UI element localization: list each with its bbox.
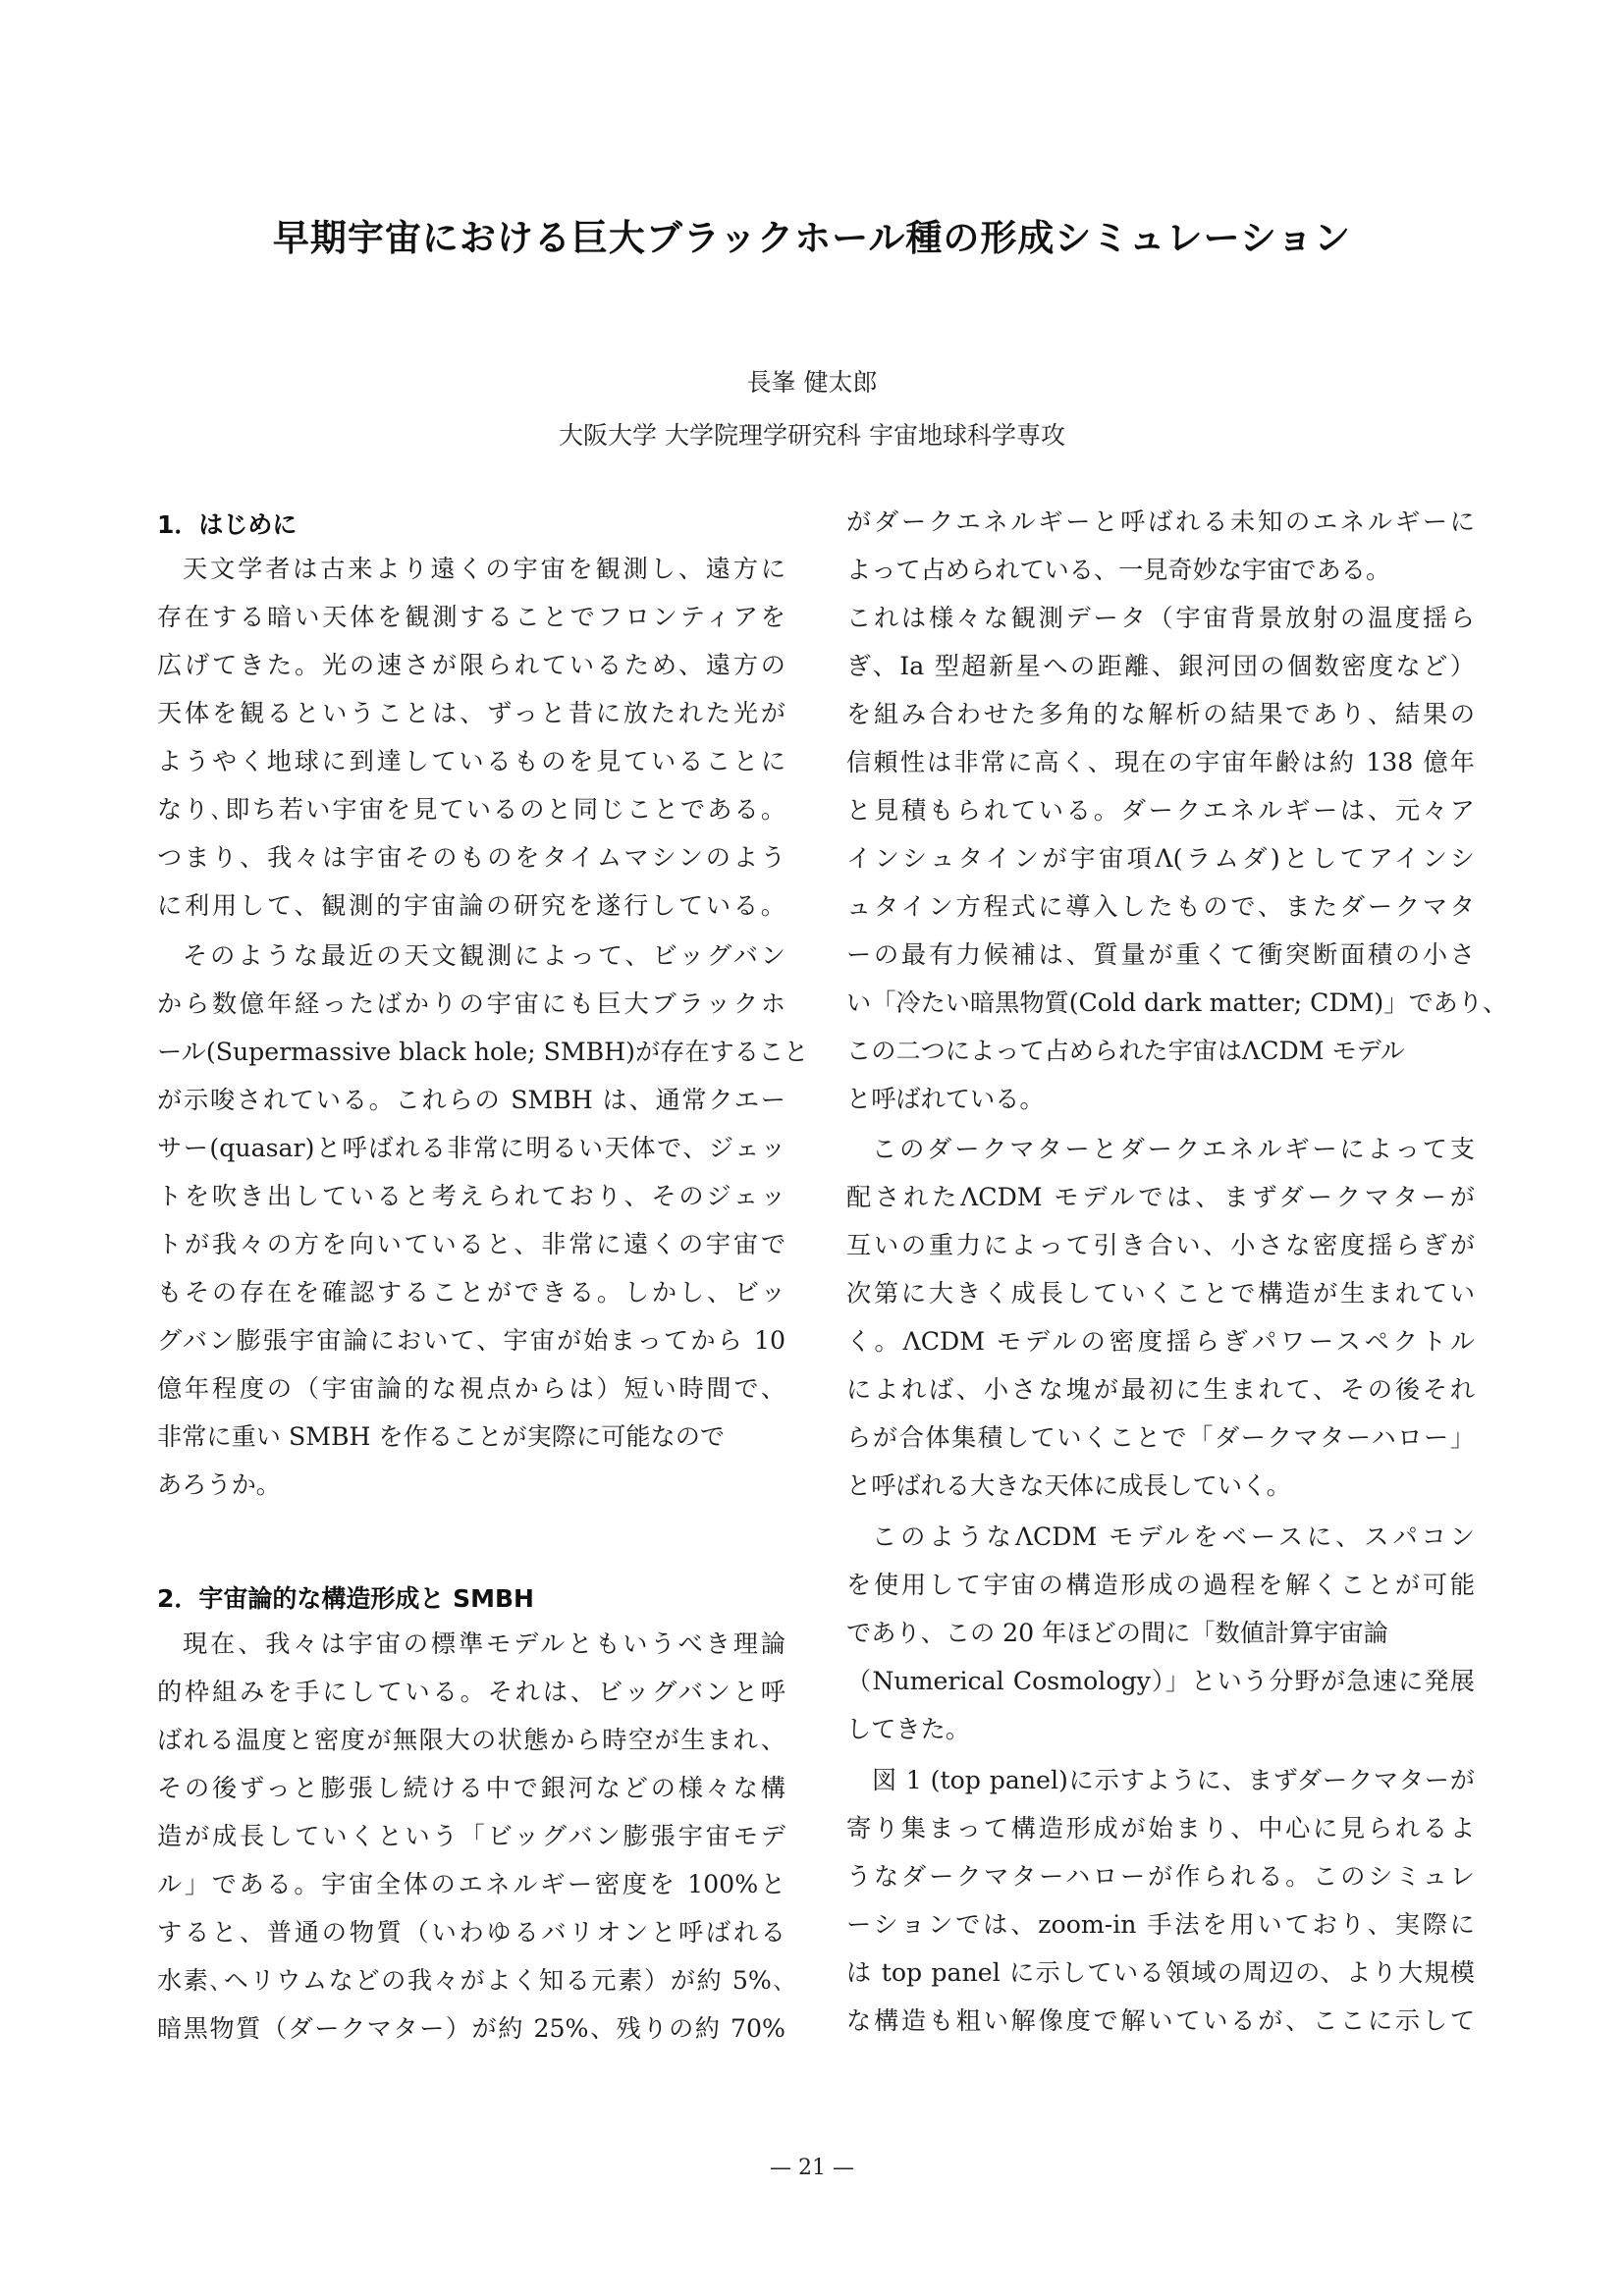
body-line: がダークエネルギーと呼ばれる未知のエネルギーに	[846, 507, 1475, 536]
body-line: ル」である。宇宙全体のエネルギー密度を 100%と	[157, 1870, 785, 1898]
body-line: なり､即ち若い宇宙を見ているのと同じことである。	[157, 795, 785, 824]
body-line: 天文学者は古来より遠くの宇宙を観測し、遠方に	[183, 555, 785, 583]
body-line: 天体を観るということは、ずっと昔に放たれた光が	[157, 699, 785, 727]
author-name: 長峯 健太郎	[746, 368, 878, 397]
body-line: もその存在を確認することができる。しかし、ビッ	[157, 1278, 785, 1307]
body-line: に利用して、観測的宇宙論の研究を遂行している。	[157, 891, 785, 920]
body-line: トを吹き出していると考えられており、そのジェッ	[157, 1182, 785, 1210]
body-line: あろうか。	[157, 1470, 281, 1499]
body-line: この二つによって占められた宇宙はΛCDM モデル	[846, 1037, 1405, 1065]
body-line: そのような最近の天文観測によって、ビッグバン	[183, 941, 785, 970]
body-line: 的枠組みを手にしている。それは、ビッグバンと呼	[157, 1678, 785, 1706]
section-2-heading: 2．宇宙論的な構造形成と SMBH	[157, 1584, 534, 1613]
body-line: 造が成長していくという「ビッグバン膨張宇宙モデ	[157, 1822, 785, 1850]
body-line: 億年程度の（宇宙論的な視点からは）短い時間で、	[157, 1374, 785, 1403]
body-line: 現在、我々は宇宙の標準モデルともいうべき理論	[183, 1629, 785, 1658]
body-line: 非常に重い SMBH を作ることが実際に可能なので	[157, 1422, 726, 1451]
body-line: と呼ばれる大きな天体に成長していく。	[846, 1471, 1291, 1500]
body-line: 互いの重力によって引き合い、小さな密度揺らぎが	[846, 1231, 1475, 1259]
body-line: を使用して宇宙の構造形成の過程を解くことが可能	[846, 1571, 1475, 1599]
body-line: これは様々な観測データ（宇宙背景放射の温度揺ら	[846, 604, 1475, 632]
body-line: と見積もられている。ダークエネルギーは、元々ア	[846, 796, 1475, 825]
body-line: （Numerical Cosmology）」という分野が急速に発展	[846, 1667, 1475, 1695]
body-line: から数億年経ったばかりの宇宙にも巨大ブラックホ	[157, 989, 785, 1018]
body-line: によれば、小さな塊が最初に生まれて、その後それ	[846, 1375, 1475, 1404]
body-line: を組み合わせた多角的な解析の結果であり、結果の	[846, 700, 1475, 728]
body-line: 配されたΛCDM モデルでは、まずダークマターが	[846, 1183, 1475, 1211]
page-number: — 21 —	[770, 2156, 854, 2180]
paper-title: 早期宇宙における巨大ブラックホール種の形成シミュレーション	[272, 217, 1352, 259]
body-line: つまり、我々は宇宙そのものをタイムマシンのよう	[157, 843, 785, 872]
body-line: ール(Supermassive black hole; SMBH)が存在すること	[157, 1038, 809, 1066]
body-line: 広げてきた。光の速さが限られているため、遠方の	[157, 651, 785, 679]
body-line: ーションでは、zoom-in 手法を用いており、実際に	[846, 1910, 1475, 1939]
body-line: な構造も粗い解像度で解いているが、ここに示して	[846, 2006, 1475, 2035]
body-line: うなダークマターハローが作られる。このシミュレ	[846, 1862, 1475, 1891]
body-line: 暗黒物質（ダークマター）が約 25%、残りの約 70%	[157, 2014, 785, 2043]
body-line: すると、普通の物質（いわゆるバリオンと呼ばれる	[157, 1918, 785, 1947]
body-line: 図 1 (top panel)に示すように、まずダークマターが	[872, 1766, 1475, 1794]
body-line: が示唆されている。これらの SMBH は、通常クエー	[157, 1086, 785, 1114]
body-line: ーの最有力候補は、質量が重くて衝突断面積の小さ	[846, 940, 1475, 969]
body-line: 水素､ヘリウムなどの我々がよく知る元素）が約 5%､	[157, 1966, 785, 1995]
body-line: ばれる温度と密度が無限大の状態から時空が生まれ、	[157, 1726, 785, 1754]
body-line: よって占められている、一見奇妙な宇宙である。	[846, 556, 1391, 584]
body-line: インシュタインが宇宙項Λ(ラムダ)としてアインシ	[846, 844, 1475, 873]
body-line: このダークマターとダークエネルギーによって支	[872, 1135, 1475, 1163]
author-affiliation: 大阪大学 大学院理学研究科 宇宙地球科学専攻	[559, 421, 1065, 450]
body-line: ようやく地球に到達しているものを見ていることに	[157, 747, 785, 775]
body-line: ぎ、Ia 型超新星への距離、銀河団の個数密度など）	[846, 652, 1475, 680]
body-line: その後ずっと膨張し続ける中で銀河などの様々な構	[157, 1774, 785, 1802]
body-line: サー(quasar)と呼ばれる非常に明るい天体で、ジェッ	[157, 1134, 785, 1162]
body-line: 存在する暗い天体を観測することでフロンティアを	[157, 603, 785, 631]
body-line: してきた。	[846, 1715, 970, 1743]
body-line: 寄り集まって構造形成が始まり、中心に見られるよ	[846, 1814, 1475, 1842]
body-line: ュタイン方程式に導入したもので、またダークマタ	[846, 892, 1475, 921]
body-line: い「冷たい暗黒物質(Cold dark matter; CDM)」であり、	[846, 988, 1508, 1017]
body-line: と呼ばれている。	[846, 1085, 1045, 1113]
body-line: らが合体集積していくことで「ダークマターハロー」	[846, 1423, 1475, 1452]
body-line: であり、この 20 年ほどの間に「数値計算宇宙論	[846, 1619, 1388, 1647]
body-line: グバン膨張宇宙論において、宇宙が始まってから 10	[157, 1326, 785, 1355]
body-line: く。ΛCDM モデルの密度揺らぎパワースペクトル	[846, 1327, 1475, 1356]
body-line: トが我々の方を向いていると、非常に遠くの宇宙で	[157, 1230, 785, 1258]
body-line: このようなΛCDM モデルをベースに、スパコン	[872, 1522, 1475, 1551]
body-line: 次第に大きく成長していくことで構造が生まれてい	[846, 1279, 1475, 1308]
body-line: 信頼性は非常に高く、現在の宇宙年齢は約 138 億年	[846, 748, 1475, 776]
body-line: は top panel に示している領域の周辺の、より大規模	[846, 1958, 1475, 1987]
section-1-heading: 1．はじめに	[157, 510, 298, 539]
